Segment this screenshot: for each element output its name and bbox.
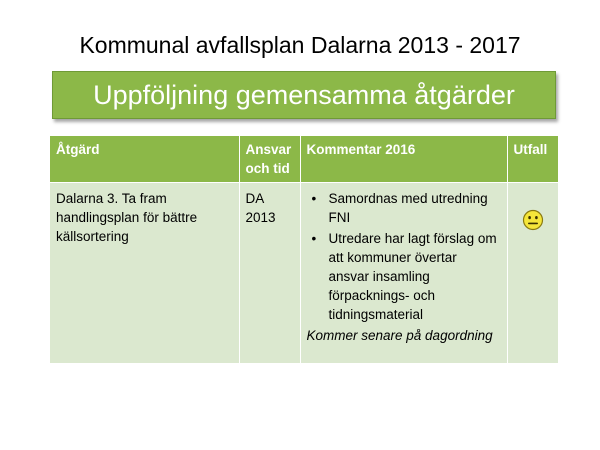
- cell-utfall: [507, 183, 558, 363]
- header-atgard: Åtgärd: [50, 136, 239, 183]
- list-item: • Samordnas med utredning FNI: [329, 189, 501, 227]
- neutral-face-icon: [522, 209, 544, 236]
- comment-note: Kommer senare på dagordning: [306, 328, 493, 343]
- ansvar-year: 2013: [245, 210, 276, 225]
- header-utfall: Utfall: [507, 136, 558, 183]
- section-banner: Uppföljning gemensamma åtgärder: [52, 71, 556, 119]
- actions-table: [50, 136, 558, 363]
- ansvar-who: DA: [245, 191, 265, 206]
- table-header-row: [50, 136, 558, 183]
- comment-list: [307, 189, 501, 324]
- header-kommentar: Kommentar 2016: [300, 136, 507, 183]
- slide-title: Kommunal avfallsplan Dalarna 2013 - 2017: [79, 32, 521, 58]
- cell-atgard: Dalarna 3. Ta fram handlingsplan för bättre källsortering: [50, 183, 239, 363]
- cell-ansvar: [239, 183, 300, 363]
- table-row: [50, 183, 558, 363]
- cell-kommentar: [300, 183, 507, 363]
- header-ansvar: Ansvar och tid: [239, 136, 300, 183]
- list-item: • Utredare har lagt förslag om att kommuner övertar ansvar insamling förpacknings- och tidningsmaterial: [329, 229, 501, 324]
